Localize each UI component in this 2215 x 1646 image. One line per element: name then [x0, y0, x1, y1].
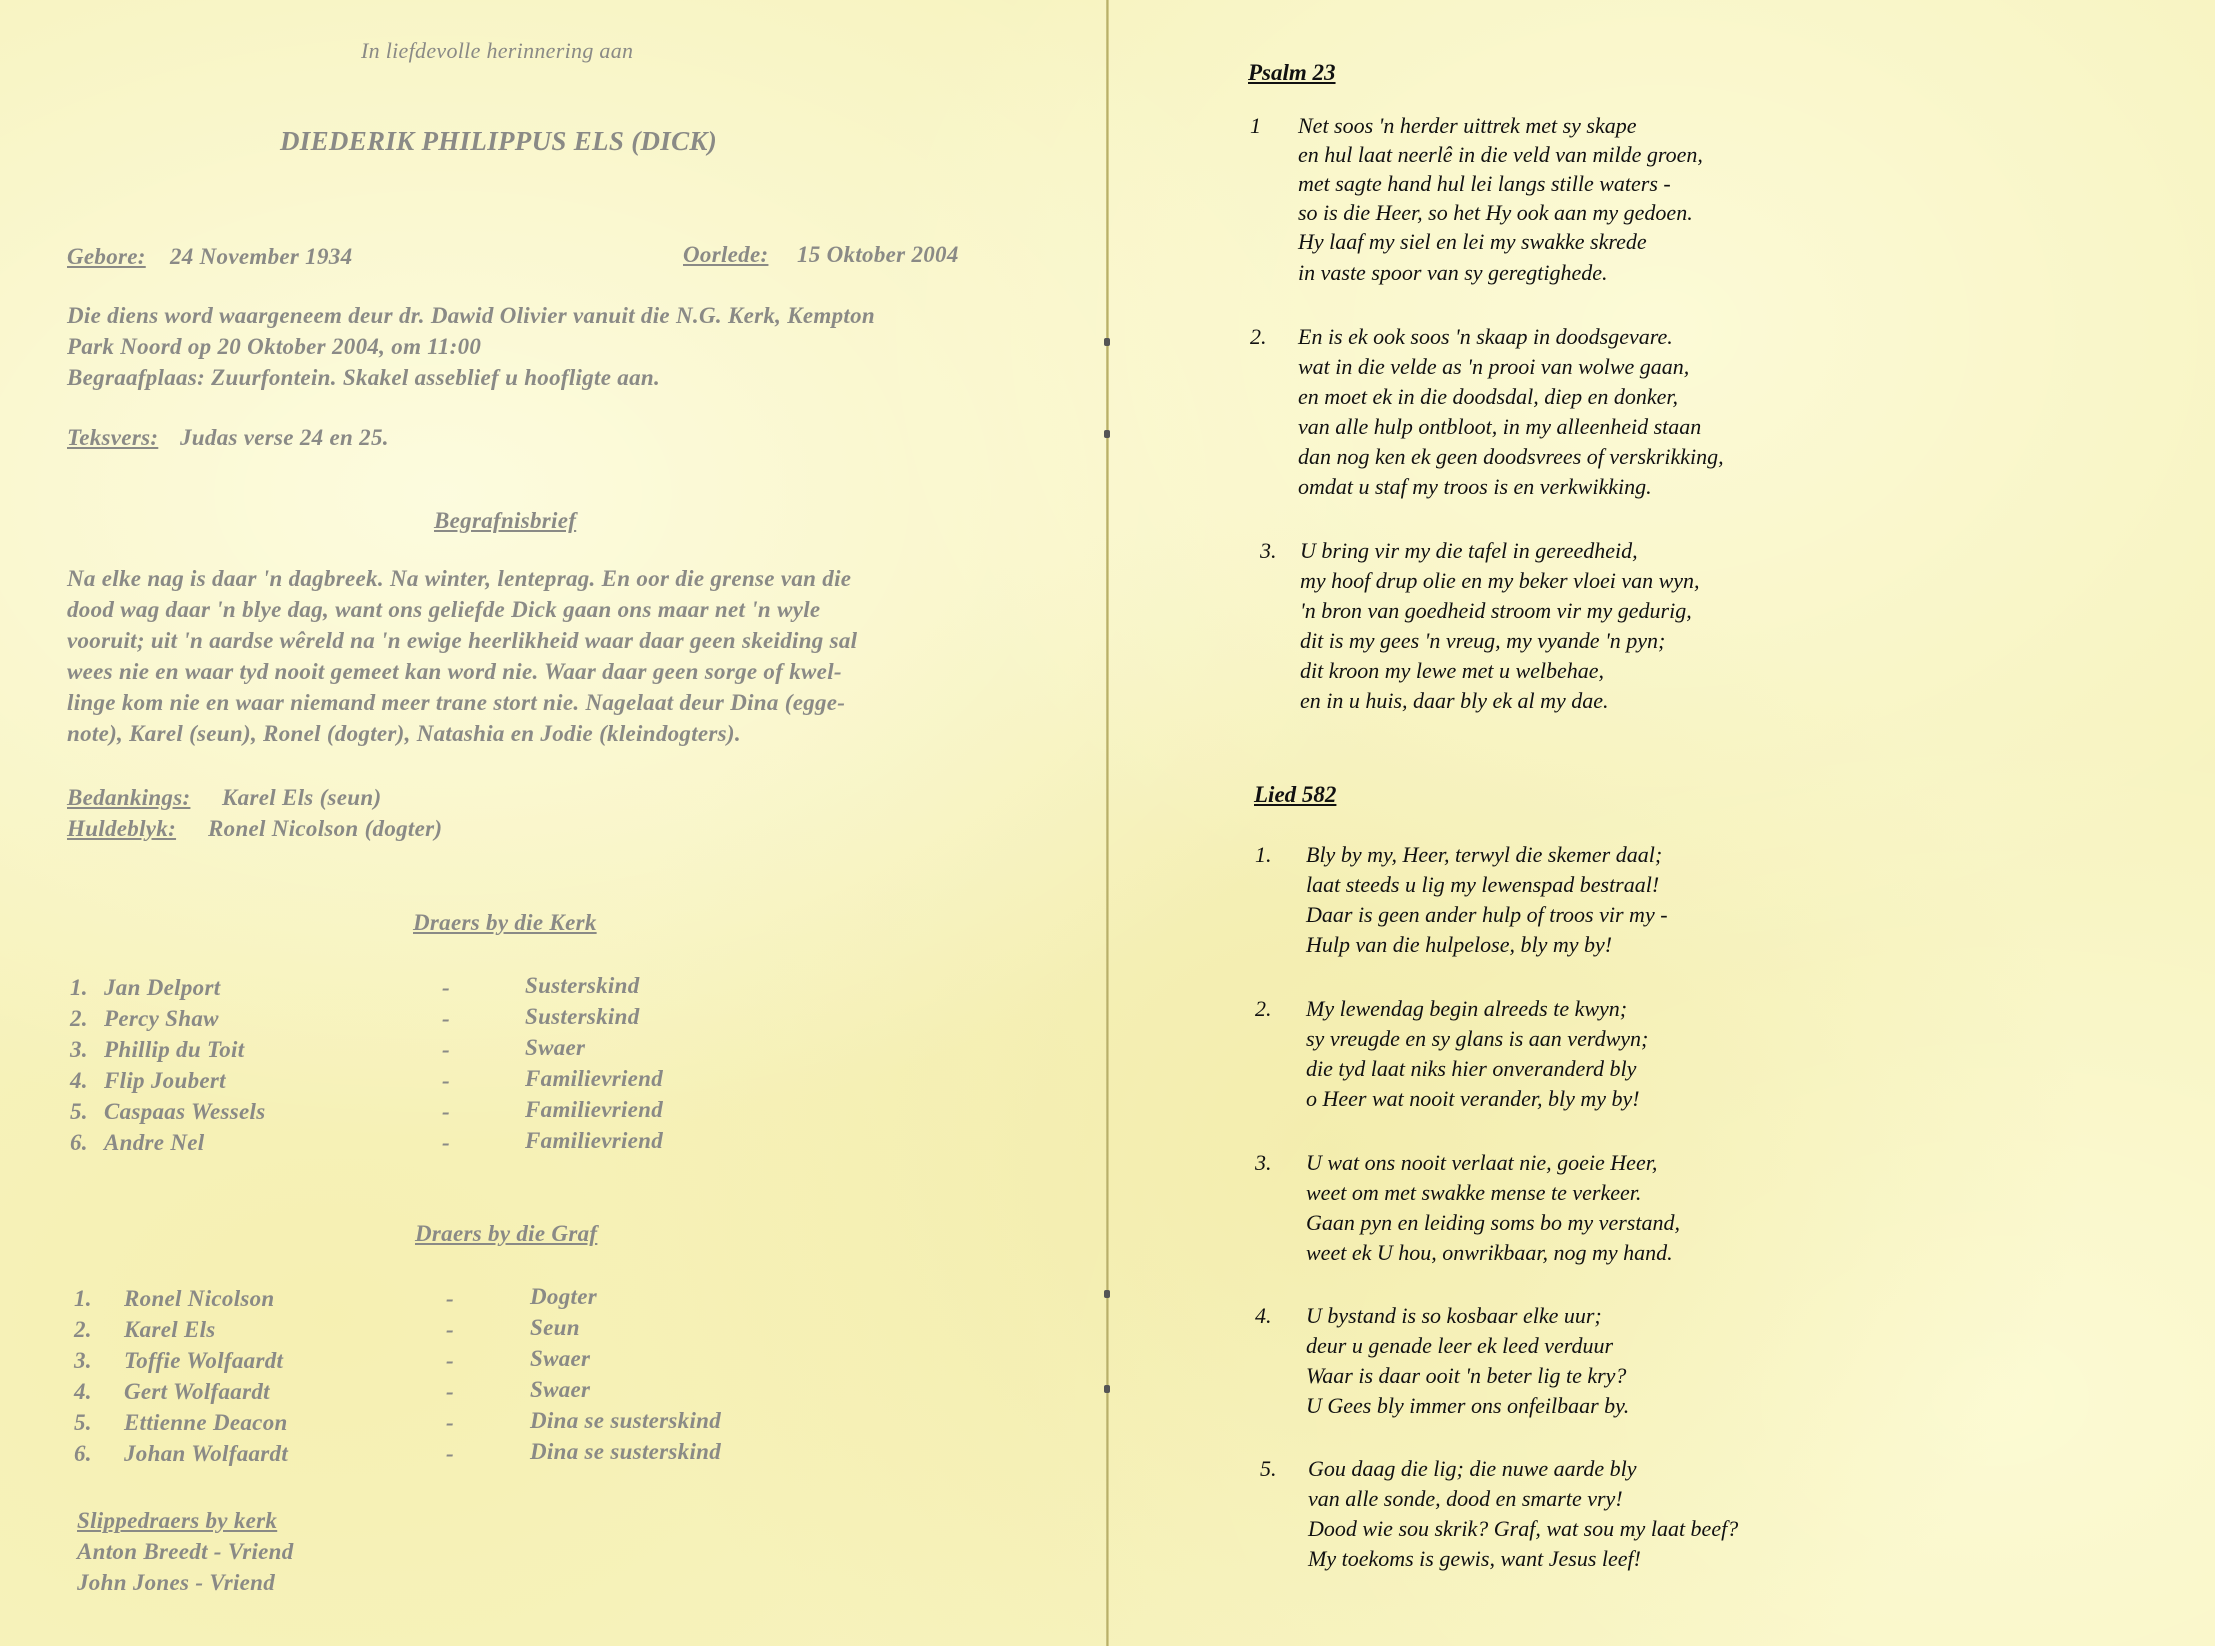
bearer-dash: - — [442, 1068, 450, 1093]
bearer-dash: - — [442, 1099, 450, 1124]
bearer-name: Karel Els — [124, 1317, 216, 1342]
verse-line: Daar is geen ander hulp of troos vir my - — [1306, 902, 1668, 927]
born-label: Gebore: — [67, 244, 146, 269]
bearer-name: Gert Wolfaardt — [124, 1379, 270, 1404]
stanza-number: 2. — [1255, 996, 1272, 1021]
bearer-relation: Swaer — [530, 1377, 591, 1402]
verse-line: en hul laat neerlê in die veld van milde groen, — [1298, 142, 1703, 167]
bearer-dash: - — [446, 1410, 454, 1435]
stanza-number: 2. — [1250, 324, 1267, 349]
bearer-relation: Swaer — [530, 1346, 591, 1371]
verse-line: Gaan pyn en leiding soms bo my verstand, — [1306, 1210, 1680, 1235]
bearer-name: Ettienne Deacon — [124, 1410, 288, 1435]
bearer-number: 6. — [70, 1130, 88, 1155]
service-line: Die diens word waargeneem deur dr. Dawid Olivier vanuit die N.G. Kerk, Kempton — [67, 303, 875, 328]
grave-bearers-heading: Draers by die Graf — [415, 1221, 598, 1246]
bearer-relation: Familievriend — [525, 1097, 664, 1122]
verse-line: deur u genade leer ek leed verduur — [1306, 1333, 1614, 1358]
bearer-name: Flip Joubert — [104, 1068, 226, 1093]
bearer-dash: - — [442, 1006, 450, 1031]
verse-line: 'n bron van goedheid stroom vir my gedurig, — [1300, 598, 1692, 623]
bearer-dash: - — [442, 1037, 450, 1062]
bearer-name: Phillip du Toit — [104, 1037, 245, 1062]
died-date: 15 Oktober 2004 — [797, 242, 959, 267]
text-verse-label: Teksvers: — [67, 425, 159, 450]
bearer-number: 4. — [74, 1379, 92, 1404]
verse-line: sy vreugde en sy glans is aan verdwyn; — [1306, 1026, 1649, 1051]
verse-line: U Gees bly immer ons onfeilbaar by. — [1306, 1393, 1630, 1418]
verse-line: Gou daag die lig; die nuwe aarde bly — [1308, 1456, 1637, 1481]
tribute-value: Ronel Nicolson (dogter) — [208, 816, 443, 841]
letter-line: note), Karel (seun), Ronel (dogter), Natashia en Jodie (kleindogters). — [67, 721, 741, 746]
died-label: Oorlede: — [683, 242, 769, 267]
bearer-number: 5. — [74, 1410, 92, 1435]
stanza-number: 1. — [1255, 842, 1272, 867]
verse-line: dit is my gees 'n vreug, my vyande 'n pyn; — [1300, 628, 1666, 653]
hymn-heading: Lied 582 — [1254, 782, 1337, 807]
letter-line: dood wag daar 'n blye dag, want ons geliefde Dick gaan ons maar net 'n wyle — [67, 597, 821, 622]
bearer-relation: Dina se susterskind — [530, 1439, 722, 1464]
bearer-dash: - — [442, 1130, 450, 1155]
bearer-relation: Familievriend — [525, 1066, 664, 1091]
bearer-name: Johan Wolfaardt — [124, 1441, 289, 1466]
bearer-dash: - — [442, 975, 450, 1000]
bearer-name: Andre Nel — [104, 1130, 205, 1155]
bearer-number: 1. — [70, 975, 88, 1000]
bearer-dash: - — [446, 1379, 454, 1404]
verse-line: en in u huis, daar bly ek al my dae. — [1300, 688, 1609, 713]
verse-line: weet om met swakke mense te verkeer. — [1306, 1180, 1642, 1205]
verse-line: weet ek U hou, onwrikbaar, nog my hand. — [1306, 1240, 1673, 1265]
verse-line: so is die Heer, so het Hy ook aan my gedoen. — [1298, 200, 1693, 225]
verse-line: Hulp van die hulpelose, bly my by! — [1306, 932, 1613, 957]
intro-text: In liefdevolle herinnering aan — [361, 38, 634, 63]
pallbearer-line: Anton Breedt - Vriend — [77, 1539, 294, 1564]
verse-line: van alle sonde, dood en smarte vry! — [1308, 1486, 1623, 1511]
pallbearers-heading: Slippedraers by kerk — [77, 1508, 278, 1533]
psalm-heading: Psalm 23 — [1248, 60, 1336, 85]
born-date: 24 November 1934 — [170, 244, 353, 269]
letter-line: linge kom nie en waar niemand meer trane stort nie. Nagelaat deur Dina (egge- — [67, 690, 846, 715]
bearer-relation: Familievriend — [525, 1128, 664, 1153]
left-page — [0, 0, 1105, 1646]
service-line: Begraafplaas: Zuurfontein. Skakel asseblief u hoofligte aan. — [67, 365, 661, 390]
verse-line: My lewendag begin alreeds te kwyn; — [1306, 996, 1628, 1021]
church-bearers-heading: Draers by die Kerk — [413, 910, 597, 935]
bearer-name: Percy Shaw — [104, 1006, 219, 1031]
verse-line: U wat ons nooit verlaat nie, goeie Heer, — [1306, 1150, 1658, 1175]
letter-line: wees nie en waar tyd nooit gemeet kan word nie. Waar daar geen sorge of kwel- — [67, 659, 842, 684]
verse-line: U bystand is so kosbaar elke uur; — [1306, 1303, 1602, 1328]
stanza-number: 3. — [1255, 1150, 1272, 1175]
verse-line: in vaste spoor van sy geregtighede. — [1298, 260, 1608, 285]
bearer-dash: - — [446, 1348, 454, 1373]
bearer-number: 2. — [74, 1317, 92, 1342]
verse-line: wat in die velde as 'n prooi van wolwe gaan, — [1298, 354, 1690, 379]
verse-line: my hoof drup olie en my beker vloei van wyn, — [1300, 568, 1700, 593]
verse-line: dan nog ken ek geen doodsvrees of verskrikking, — [1298, 444, 1724, 469]
page-fold — [1106, 0, 1109, 1646]
bearer-name: Toffie Wolfaardt — [124, 1348, 284, 1373]
verse-line: My toekoms is gewis, want Jesus leef! — [1308, 1546, 1641, 1571]
stanza-number: 3. — [1260, 538, 1277, 563]
verse-line: Net soos 'n herder uittrek met sy skape — [1298, 113, 1637, 138]
letter-heading: Begrafnisbrief — [434, 508, 577, 533]
bearer-number: 3. — [70, 1037, 88, 1062]
bearer-number: 4. — [70, 1068, 88, 1093]
stanza-number: 1 — [1250, 113, 1261, 138]
stanza-number: 4. — [1255, 1303, 1272, 1328]
verse-line: U bring vir my die tafel in gereedheid, — [1300, 538, 1638, 563]
bearer-relation: Susterskind — [525, 973, 640, 998]
verse-line: Hy laaf my siel en lei my swakke skrede — [1298, 229, 1647, 254]
verse-line: die tyd laat niks hier onveranderd bly — [1306, 1056, 1637, 1081]
right-page — [1110, 0, 2215, 1646]
bearer-relation: Seun — [530, 1315, 580, 1340]
verse-line: en moet ek in die doodsdal, diep en donker, — [1298, 384, 1679, 409]
verse-line: dit kroon my lewe met u welbehae, — [1300, 658, 1605, 683]
bearer-dash: - — [446, 1441, 454, 1466]
pallbearer-line: John Jones - Vriend — [77, 1570, 276, 1595]
verse-line: o Heer wat nooit verander, bly my by! — [1306, 1086, 1640, 1111]
tribute-label: Huldeblyk: — [67, 816, 177, 841]
bearer-name: Ronel Nicolson — [124, 1286, 275, 1311]
bearer-name: Jan Delport — [104, 975, 221, 1000]
verse-line: Bly by my, Heer, terwyl die skemer daal; — [1306, 842, 1663, 867]
letter-line: vooruit; uit 'n aardse wêreld na 'n ewige heerlikheid waar daar geen skeiding sal — [67, 628, 858, 653]
service-line: Park Noord op 20 Oktober 2004, om 11:00 — [67, 334, 482, 359]
letter-line: Na elke nag is daar 'n dagbreek. Na winter, lenteprag. En oor die grense van die — [67, 566, 852, 591]
bearer-name: Caspaas Wessels — [104, 1099, 266, 1124]
bearer-dash: - — [446, 1317, 454, 1342]
bearer-relation: Dina se susterskind — [530, 1408, 722, 1433]
bearer-dash: - — [446, 1286, 454, 1311]
thanks-label: Bedankings: — [67, 785, 191, 810]
bearer-number: 1. — [74, 1286, 92, 1311]
bearer-relation: Susterskind — [525, 1004, 640, 1029]
deceased-name: DIEDERIK PHILIPPUS ELS (DICK) — [280, 126, 718, 156]
thanks-value: Karel Els (seun) — [222, 785, 382, 810]
verse-line: Waar is daar ooit 'n beter lig te kry? — [1306, 1363, 1627, 1388]
bearer-relation: Swaer — [525, 1035, 586, 1060]
verse-line: omdat u staf my troos is en verkwikking. — [1298, 474, 1652, 499]
bearer-relation: Dogter — [530, 1284, 597, 1309]
bearer-number: 2. — [70, 1006, 88, 1031]
bearer-number: 6. — [74, 1441, 92, 1466]
verse-line: Dood wie sou skrik? Graf, wat sou my laat beef? — [1308, 1516, 1739, 1541]
verse-line: met sagte hand hul lei langs stille waters - — [1298, 171, 1671, 196]
verse-line: van alle hulp ontbloot, in my alleenheid staan — [1298, 414, 1702, 439]
bearer-number: 3. — [74, 1348, 92, 1373]
text-verse-value: Judas verse 24 en 25. — [180, 425, 389, 450]
verse-line: laat steeds u lig my lewenspad bestraal! — [1306, 872, 1660, 897]
verse-line: En is ek ook soos 'n skaap in doodsgevare. — [1298, 324, 1673, 349]
stanza-number: 5. — [1260, 1456, 1277, 1481]
bearer-number: 5. — [70, 1099, 88, 1124]
